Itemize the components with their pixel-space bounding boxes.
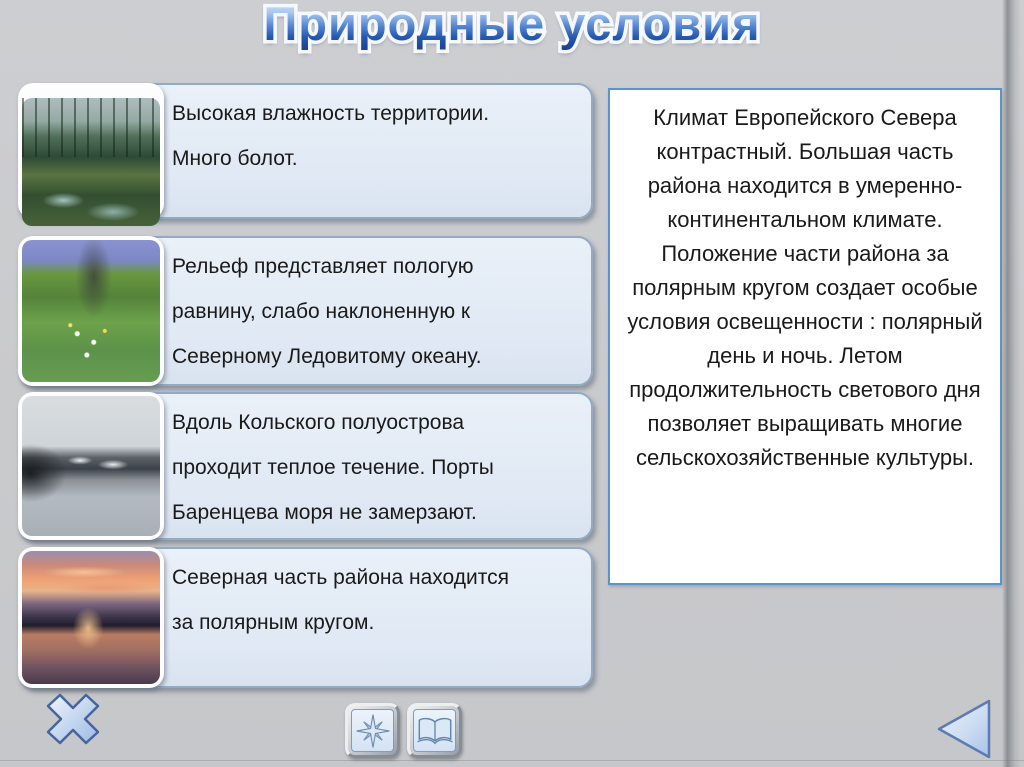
button-face — [351, 709, 394, 752]
home-button[interactable] — [345, 703, 400, 758]
compass-rose-icon — [355, 713, 391, 749]
card-text-line: равнину, слабо наклоненную к — [172, 300, 471, 323]
back-button[interactable] — [934, 696, 994, 762]
close-x-icon — [44, 692, 102, 748]
close-button[interactable] — [44, 692, 102, 748]
photo-polar-sunset — [22, 551, 160, 684]
page-title — [0, 0, 1024, 51]
card-text-line: Северная часть района находится — [172, 566, 509, 589]
open-book-icon — [416, 715, 454, 747]
card-text-line: Северному Ледовитому океану. — [172, 345, 482, 368]
photo-frame — [18, 547, 164, 688]
card-text-line: Баренцева моря не замерзают. — [172, 501, 477, 524]
card-text-line: за полярным кругом. — [172, 611, 375, 634]
photo-frame — [18, 392, 164, 540]
fact-card-polar-circle — [18, 547, 593, 688]
photo-frame — [18, 236, 164, 386]
fact-card-relief — [18, 236, 593, 386]
button-face — [413, 709, 456, 752]
card-text-line: Рельеф представляет пологую — [172, 255, 474, 278]
climate-panel — [608, 88, 1002, 585]
card-text-line: Вдоль Кольского полуострова — [172, 411, 465, 434]
card-text-line: проходит теплое течение. Порты — [172, 456, 494, 479]
fact-card-warm-current — [18, 392, 593, 540]
photo-snowy-fjord — [22, 396, 160, 536]
background-shading — [1002, 0, 1020, 767]
card-text-line: Много болот. — [172, 147, 298, 170]
back-triangle-icon — [934, 696, 994, 762]
photo-frame — [18, 83, 164, 219]
contents-button[interactable] — [407, 703, 462, 758]
climate-text: Климат Европейского Севера контрастный. Большая часть района находится в умеренно-континентальном климате. Положение части района за полярным кругом создает особые условия освещенности : полярный день и ночь. Летом продолжительность светового дня позволяет выращивать многие сельскохозяйственные культуры. — [627, 105, 983, 470]
title-text — [263, 0, 760, 51]
fact-card-humidity — [18, 83, 593, 219]
card-text-line: Высокая влажность территории. — [172, 102, 490, 125]
photo-bog-forest — [22, 98, 160, 226]
photo-green-hills — [22, 240, 160, 382]
bottom-edge-line — [0, 760, 1024, 761]
